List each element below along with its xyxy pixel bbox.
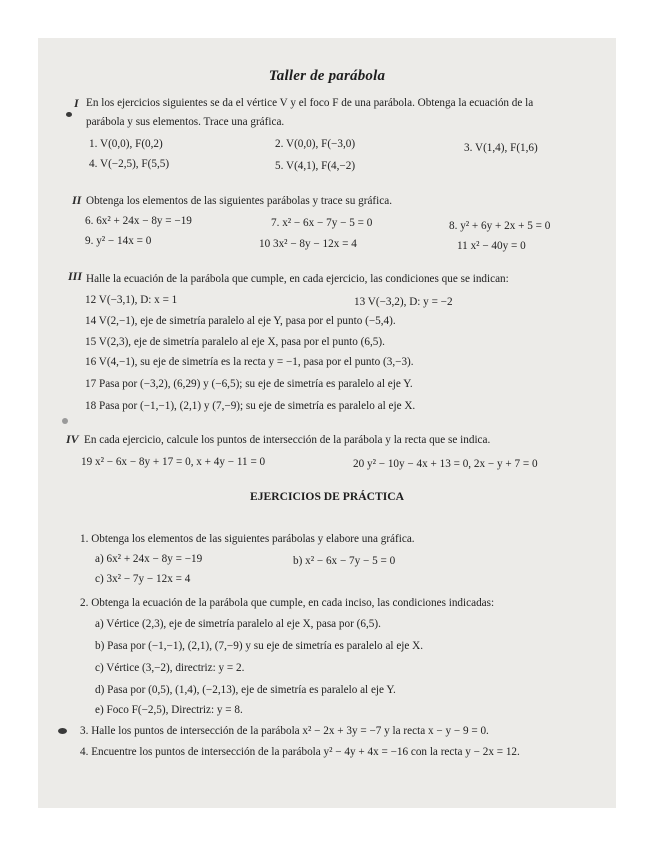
exercise-item: 11 x² − 40y = 0 bbox=[457, 240, 526, 252]
ink-mark bbox=[66, 112, 72, 117]
section-1-intro-line1: En los ejercicios siguientes se da el vértice V y el foco F de una parábola. Obtenga la ecuación de la bbox=[86, 97, 534, 109]
practice-question-4: 4. Encuentre los puntos de intersección de la parábola y² − 4y + 4x = −16 con la recta y − 2x = 12. bbox=[80, 746, 520, 758]
exercise-item: 7. x² − 6x − 7y − 5 = 0 bbox=[271, 217, 373, 229]
practice-item: a) Vértice (2,3), eje de simetría paralelo al eje X, pasa por (6,5). bbox=[95, 618, 381, 630]
exercise-item: 10 3x² − 8y − 12x = 4 bbox=[259, 238, 357, 250]
section-1-numeral: I bbox=[74, 96, 79, 110]
section-1-intro-line2: parábola y sus elementos. Trace una gráfica. bbox=[86, 116, 285, 128]
ink-mark bbox=[58, 728, 67, 734]
exercise-item: 2. V(0,0), F(−3,0) bbox=[275, 138, 356, 150]
worksheet-page bbox=[38, 38, 616, 808]
exercise-item: 4. V(−2,5), F(5,5) bbox=[89, 158, 170, 170]
practice-question-3: 3. Halle los puntos de intersección de la parábola x² − 2x + 3y = −7 y la recta x − y − 9 = 0. bbox=[80, 725, 489, 737]
exercise-item: 14 V(2,−1), eje de simetría paralelo al eje Y, pasa por el punto (−5,4). bbox=[85, 315, 396, 327]
exercise-item: 6. 6x² + 24x − 8y = −19 bbox=[85, 215, 192, 227]
section-3-intro: Halle la ecuación de la parábola que cumple, en cada ejercicio, las condiciones que se indican: bbox=[86, 273, 509, 285]
practice-item: d) Pasa por (0,5), (1,4), (−2,13), eje de simetría es paralelo al eje Y. bbox=[95, 684, 396, 696]
section-2-intro: Obtenga los elementos de las siguientes parábolas y trace su gráfica. bbox=[86, 195, 392, 207]
exercise-item: 17 Pasa por (−3,2), (6,29) y (−6,5); su eje de simetría es paralelo al eje Y. bbox=[85, 378, 413, 390]
exercise-item: 15 V(2,3), eje de simetría paralelo al eje X, pasa por el punto (6,5). bbox=[85, 336, 385, 348]
exercise-item: 5. V(4,1), F(4,−2) bbox=[275, 160, 356, 172]
section-3-numeral: III bbox=[68, 269, 83, 283]
practice-heading: EJERCICIOS DE PRÁCTICA bbox=[250, 490, 404, 503]
practice-question-2: 2. Obtenga la ecuación de la parábola que cumple, en cada inciso, las condiciones indicadas: bbox=[80, 597, 495, 609]
exercise-item: 19 x² − 6x − 8y + 17 = 0, x + 4y − 11 = 0 bbox=[81, 456, 266, 468]
ink-mark bbox=[62, 418, 68, 424]
exercise-item: 3. V(1,4), F(1,6) bbox=[464, 142, 538, 154]
section-4-intro: En cada ejercicio, calcule los puntos de intersección de la parábola y la recta que se indica. bbox=[84, 434, 491, 446]
practice-item: c) Vértice (3,−2), directriz: y = 2. bbox=[95, 662, 245, 674]
exercise-item: 8. y² + 6y + 2x + 5 = 0 bbox=[449, 220, 551, 232]
practice-item: b) Pasa por (−1,−1), (2,1), (7,−9) y su eje de simetría es paralelo al eje X. bbox=[95, 640, 424, 652]
exercise-item: 13 V(−3,2), D: y = −2 bbox=[354, 296, 453, 308]
exercise-item: 12 V(−3,1), D: x = 1 bbox=[85, 294, 178, 306]
practice-item: b) x² − 6x − 7y − 5 = 0 bbox=[293, 555, 396, 567]
section-4-numeral: IV bbox=[66, 432, 79, 446]
practice-item: c) 3x² − 7y − 12x = 4 bbox=[95, 573, 191, 585]
exercise-item: 16 V(4,−1), su eje de simetría es la recta y = −1, pasa por el punto (3,−3). bbox=[85, 356, 414, 368]
practice-item: e) Foco F(−2,5), Directriz: y = 8. bbox=[95, 704, 243, 716]
page-title: Taller de parábola bbox=[268, 68, 386, 84]
exercise-item: 1. V(0,0), F(0,2) bbox=[89, 138, 163, 150]
exercise-item: 20 y² − 10y − 4x + 13 = 0, 2x − y + 7 = 0 bbox=[353, 458, 538, 470]
practice-question-1: 1. Obtenga los elementos de las siguientes parábolas y elabore una gráfica. bbox=[80, 533, 415, 545]
practice-item: a) 6x² + 24x − 8y = −19 bbox=[95, 553, 203, 565]
section-2-numeral: II bbox=[72, 193, 82, 207]
exercise-item: 9. y² − 14x = 0 bbox=[85, 235, 152, 247]
exercise-item: 18 Pasa por (−1,−1), (2,1) y (7,−9); su eje de simetría es paralelo al eje X. bbox=[85, 400, 416, 412]
